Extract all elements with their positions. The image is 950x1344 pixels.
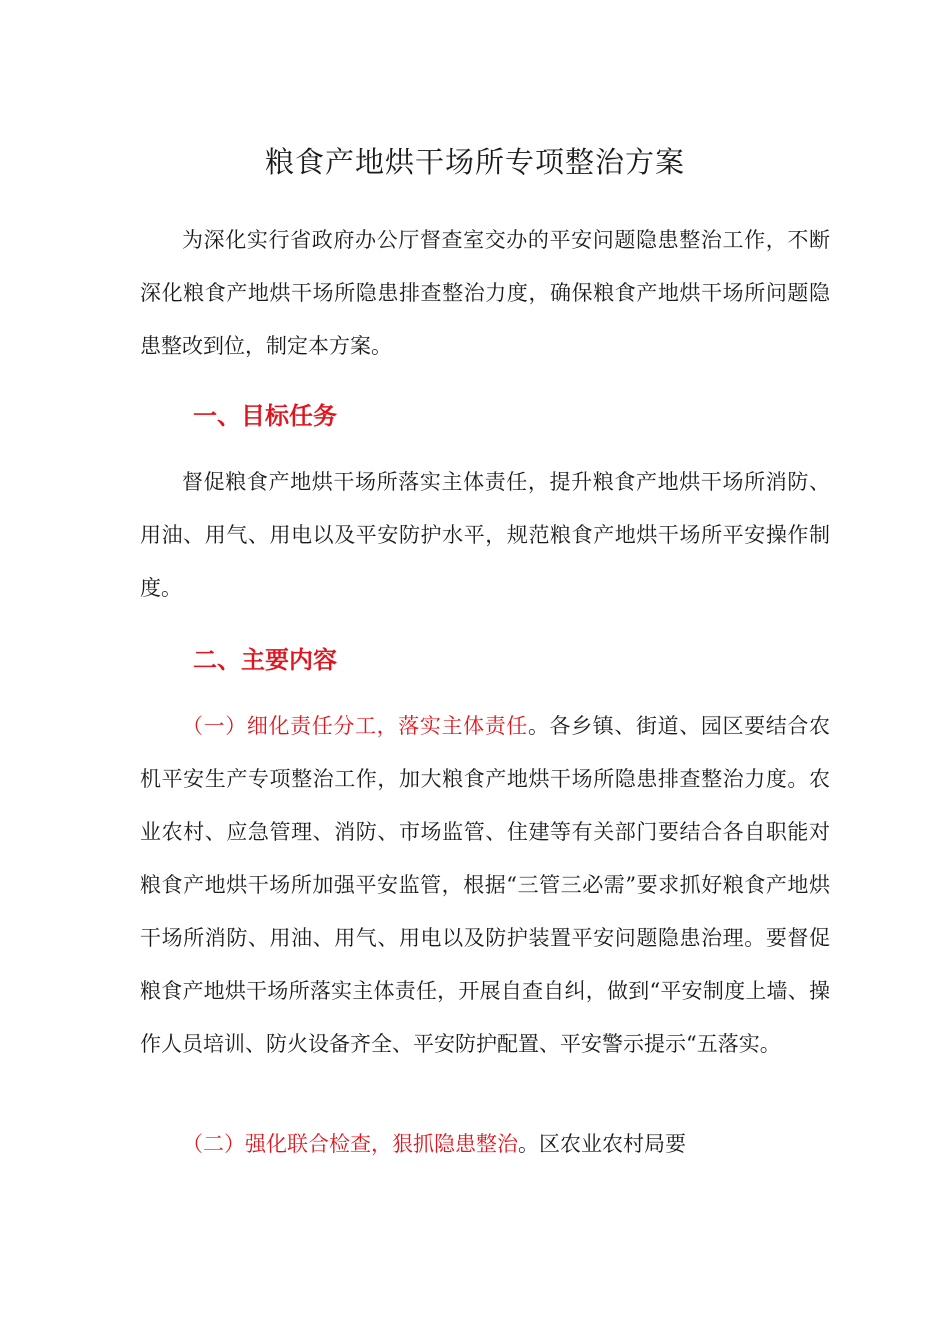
section-1-body: 督促粮食产地烘干场所落实主体责任，提升粮食产地烘干场所消防、用油、用气、用电以及平安防护水平，规范粮食产地烘干场所平安操作制度。 [140,470,830,600]
item-1-body: 。各乡镇、街道、园区要结合农机平安生产专项整治工作，加大粮食产地烘干场所隐患排查整治力度。农业农村、应急管理、消防、市场监管、住建等有关部门要结合各自职能对粮食产地烘干场所加强平安监管，根据“三管三必需”要求抓好粮食产地烘干场所消防、用油、用气、用电以及防护装置平安问题隐患治理。要督促粮食产地烘干场所落实主体责任，开展自查自纠，做到“平安制度上墙、操作人员培训、防火设备齐全、平安防护配置、平安警示提示“五落实。 [140,714,831,1056]
item-1-lead: （一）细化责任分工，落实主体责任 [182,714,528,738]
intro-paragraph: 为深化实行省政府办公厅督查室交办的平安问题隐患整治工作，不断深化粮食产地烘干场所隐患排查整治力度，确保粮食产地烘干场所问题隐患整改到位，制定本方案。 [140,228,830,358]
section-heading-1: 一、目标任务 [193,401,337,430]
document-title: 粮食产地烘干场所专项整治方案 [264,145,685,179]
section-2-item-1 [140,700,830,1071]
item-2-lead: （二）强化联合检查，狠抓隐患整治 [182,1132,518,1156]
section-heading-2: 二、主要内容 [193,645,337,674]
item-2-body: 。区农业农村局要 [518,1132,686,1156]
section-2-item-2 [140,1118,830,1171]
